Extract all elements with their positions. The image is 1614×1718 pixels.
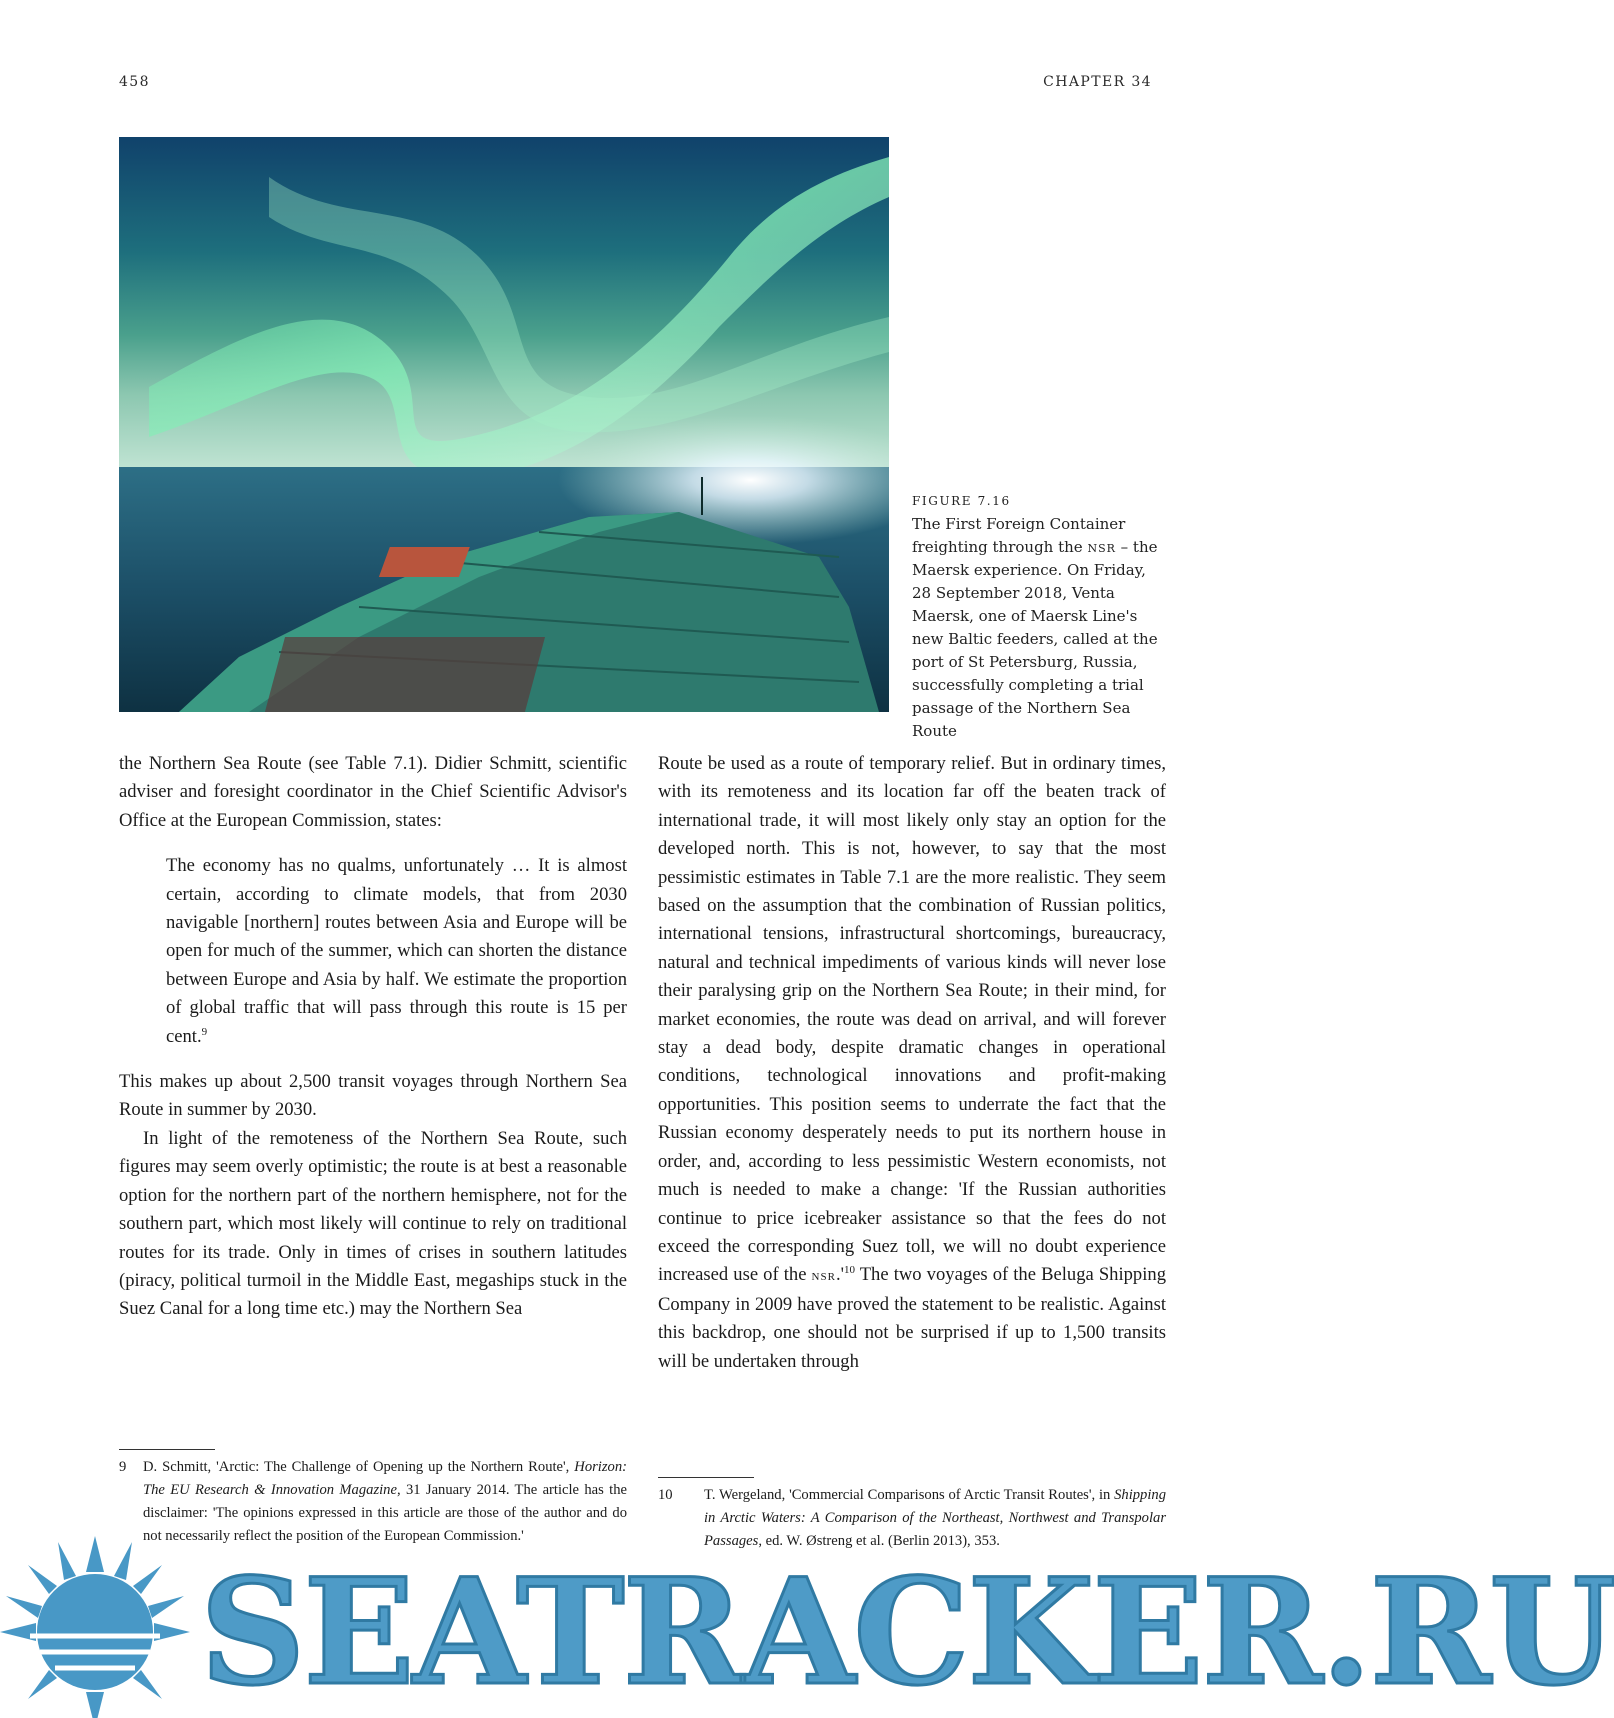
block-quote: The economy has no qualms, unfortunately … It is almost certain, according to climate models, that from 2030 navigable [northern] routes between Asia and Europe will be open for much of the summer, which can shorten the distance between Europe and Asia by half. We estimate the proportion of global traffic that will pass through this route is 15 per cent.$^9$ [166,855,627,1047]
figure-caption-text: The First Foreign Container freighting through the nsr – the Maersk experience. On Friday, 28 September 2018, Venta Maersk, one of Maersk Line's new Baltic feeders, called at the port of St Petersburg, Russia, successfully completing a trial passage of the Northern Sea Route [912,515,1158,740]
footnote-rule [119,1449,215,1450]
paragraph: Route be used as a route of temporary relief. But in ordinary times, with its remoteness and its location far off the beaten track of international trade, it will most likely only stay an option for the developed north. This is not, however, to say that the most pessimistic estimates in Table 7.1 are the more realistic. They seem based on the assumption that the combination of Russian politics, international tensions, infrastructural shortcomings, bureaucracy, natural and technical impediments of various kinds will never lose their paralysing grip on the Northern Sea Route; in their mind, for market economies, the route was dead on arrival, and will forever stay a dead body, despite dramatic changes in operational conditions, technological innovations and profit-making opportunities. This position seems to underrate the fact that the Russian economy desperately needs to put its northern house in order, and, according to less pessimistic Western economists, not much is needed to make a change: 'If the Russian authorities continue to price icebreaker assistance so that the fees do not exceed the corresponding Suez toll, we will no doubt experience increased use of the $nsr.'^{10}$ The two voyages of the Beluga Shipping Company in 2009 have proved the statement to be realistic. Against this backdrop, one should not be surprised if up to 1,500 transits will be undertaken through [658,753,1166,1372]
footnote-9: 9 D. Schmitt, 'Arctic: The Challenge of Opening up the Northern Route', Horizon: The EU Research & Innovation Magazine, 31 January 2014. The article has the disclaimer: 'The opinions expressed in this article are those of the author and do not necessarily reflect the position of the European Commission.' [119,1459,628,1544]
right-column [658,750,1166,1376]
figure-label: FIGURE 7.16 [912,494,1011,508]
page-number: 458 [119,74,150,90]
running-head-chapter: CHAPTER 34 [1043,74,1152,90]
paragraph: In light of the remoteness of the Northern Sea Route, such figures may seem overly optimistic; the route is at best a reasonable option for the northern part of the northern hemisphere, not for the southern part, which most likely will continue to rely on traditional routes for its trade. Only in times of crises in southern latitudes (piracy, political turmoil in the Middle East, megaships stuck in the Suez Canal for a long time etc.) may the Northern Sea [119,1127,627,1320]
figure-caption [912,493,1162,743]
footnote-ref: 9 [201,1025,208,1038]
watermark-text: SEATRACKER.RU [200,1547,1614,1718]
paragraph: the Northern Sea Route (see Table 7.1). Didier Schmitt, scientific adviser and foresight coordinator in the Chief Scientific Advisor's Office at the European Commission, states: [119,753,627,831]
left-column [119,750,627,1324]
figure-photo-aurora-container-ship [119,137,889,712]
footnote-10: 10 T. Wergeland, 'Commercial Comparisons of Arctic Transit Routes', in Shipping in Arctic Waters: A Comparison of the Northeast, Northwest and Transpolar Passages, ed. W. Østreng et al. (Berlin 2013), 353. [658,1487,1166,1549]
footnote-rule [658,1477,754,1478]
footnote-ref: 10 [843,1264,855,1277]
paragraph: This makes up about 2,500 transit voyages through Northern Sea Route in summer by 2030. [119,1071,627,1121]
